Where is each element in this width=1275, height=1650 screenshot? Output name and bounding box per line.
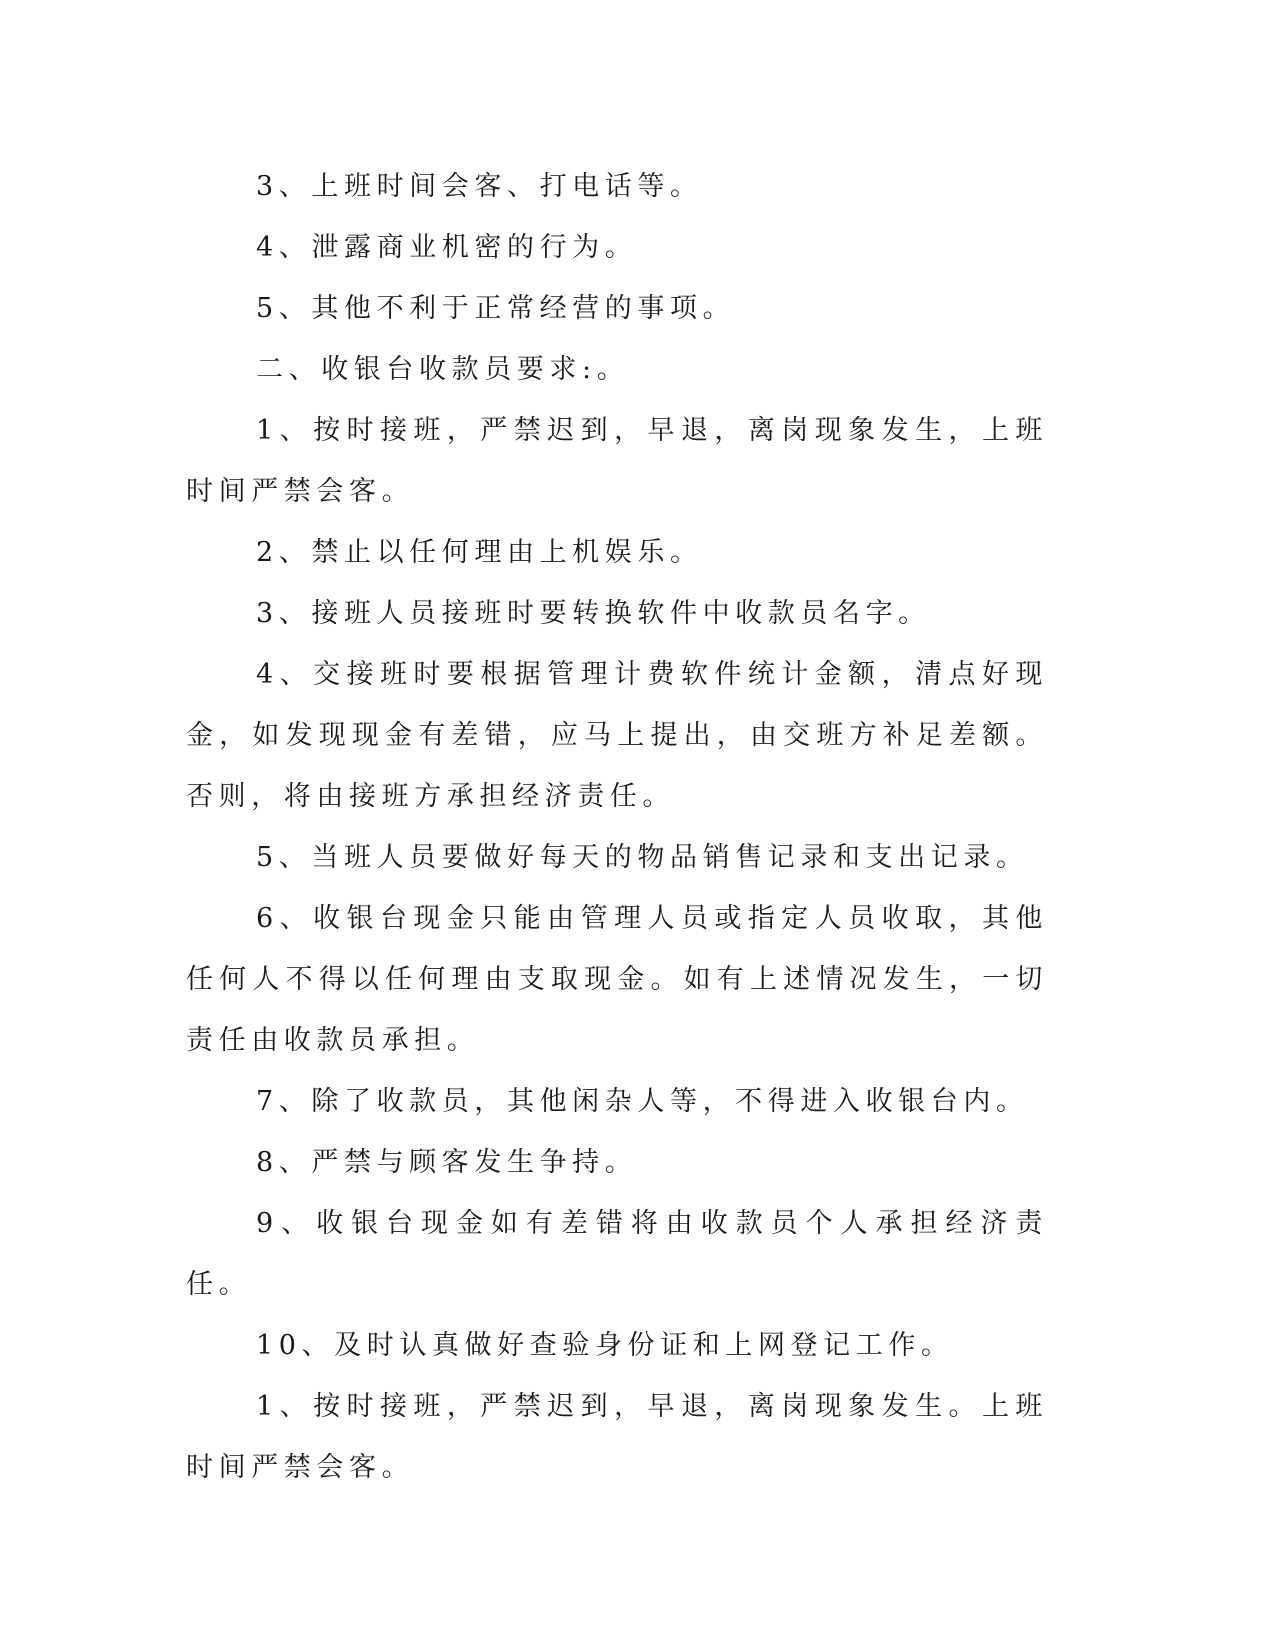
document-body: [186, 156, 1048, 1498]
paragraph-10: 6、收银台现金只能由管理人员或指定人员收取，其他任何人不得以任何理由支取现金。如有上述情况发生，一切责任由收款员承担。: [186, 903, 1048, 1056]
paragraph-6: 2、禁止以任何理由上机娱乐。: [256, 537, 703, 568]
paragraph-11: 7、除了收款员，其他闲杂人等，不得进入收银台内。: [256, 1086, 1029, 1117]
paragraph-1: 3、上班时间会客、打电话等。: [256, 171, 703, 202]
paragraph-5: 1、按时接班，严禁迟到，早退，离岗现象发生，上班时间严禁会客。: [186, 415, 1048, 507]
paragraph-15: 1、按时接班，严禁迟到，早退，离岗现象发生。上班时间严禁会客。: [186, 1391, 1048, 1483]
paragraph-8: 4、交接班时要根据管理计费软件统计金额，清点好现金，如发现现金有差错，应马上提出，由交班方补足差额。否则，将由接班方承担经济责任。: [186, 659, 1048, 812]
paragraph-14: 10、及时认真做好查验身份证和上网登记工作。: [256, 1330, 954, 1361]
paragraph-7: 3、接班人员接班时要转换软件中收款员名字。: [256, 598, 931, 629]
section-heading: 二、收银台收款员要求:。: [256, 354, 630, 385]
paragraph-3: 5、其他不利于正常经营的事项。: [256, 293, 736, 324]
paragraph-12: 8、严禁与顾客发生争持。: [256, 1147, 638, 1178]
paragraph-2: 4、泄露商业机密的行为。: [256, 232, 638, 263]
paragraph-13: 9、收银台现金如有差错将由收款员个人承担经济责任。: [186, 1208, 1048, 1300]
paragraph-9: 5、当班人员要做好每天的物品销售记录和支出记录。: [256, 842, 1029, 873]
